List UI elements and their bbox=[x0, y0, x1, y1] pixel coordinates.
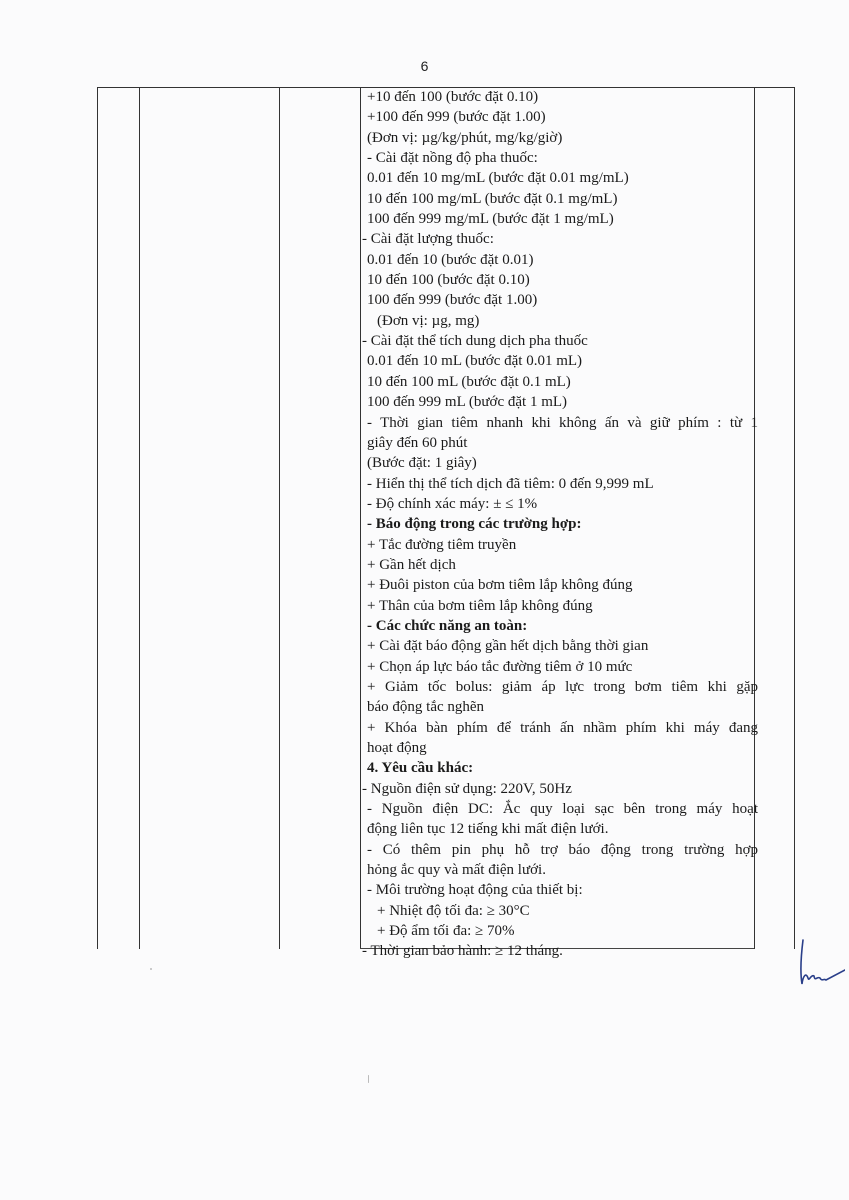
text-line: - Môi trường hoạt động của thiết bị: bbox=[367, 882, 583, 899]
text-line: + Giảm tốc bolus: giảm áp lực trong bơm tiêm khi gặp bbox=[367, 678, 758, 695]
text-line: - Độ chính xác máy: ± ≤ 1% bbox=[367, 495, 538, 512]
text-line: 10 đến 100 mg/mL (bước đặt 0.1 mg/mL) bbox=[367, 190, 618, 207]
text-line: 0.01 đến 10 mg/mL (bước đặt 0.01 mg/mL) bbox=[367, 170, 629, 187]
text-line: hỏng ắc quy và mất điện lưới. bbox=[367, 862, 546, 879]
text-line: - Thời gian tiêm nhanh khi không ấn và giữ phím : từ 1 bbox=[367, 414, 758, 431]
text-line: báo động tắc nghẽn bbox=[367, 699, 485, 716]
text-line: - Báo động trong các trường hợp: bbox=[367, 516, 582, 533]
signature-mark bbox=[793, 938, 845, 994]
text-line: - Cài đặt thể tích dung dịch pha thuốc bbox=[362, 333, 588, 350]
text-line: + Cài đặt báo động gần hết dịch bằng thời gian bbox=[367, 638, 649, 655]
text-line: - Nguồn điện sử dụng: 220V, 50Hz bbox=[362, 780, 572, 797]
text-line: - Các chức năng an toàn: bbox=[367, 617, 528, 634]
text-line: - Cài đặt nồng độ pha thuốc: bbox=[367, 150, 538, 167]
text-line: + Gần hết dịch bbox=[367, 556, 456, 573]
column-divider bbox=[139, 88, 140, 949]
text-line: (Đơn vị: µg/kg/phút, mg/kg/giờ) bbox=[367, 129, 563, 146]
text-line: - Thời gian bảo hành: ≥ 12 tháng. bbox=[362, 943, 563, 960]
text-line: + Đuôi piston của bơm tiêm lắp không đúng bbox=[367, 577, 633, 594]
text-line: 100 đến 999 (bước đặt 1.00) bbox=[367, 292, 538, 309]
text-line: + Nhiệt độ tối đa: ≥ 30°C bbox=[377, 902, 530, 919]
text-line: +100 đến 999 (bước đặt 1.00) bbox=[367, 109, 546, 126]
text-line: - Cài đặt lượng thuốc: bbox=[362, 231, 494, 248]
text-line: hoạt động bbox=[367, 740, 427, 756]
text-line: +10 đến 100 (bước đặt 0.10) bbox=[367, 89, 539, 105]
text-line: - Có thêm pin phụ hỗ trợ báo động trong trường hợp bbox=[367, 841, 758, 858]
text-line: (Đơn vị: µg, mg) bbox=[377, 312, 480, 329]
scan-speck bbox=[368, 1075, 369, 1083]
text-line: (Bước đặt: 1 giây) bbox=[367, 455, 477, 472]
text-line: 4. Yêu cầu khác: bbox=[367, 760, 474, 777]
text-line: 10 đến 100 (bước đặt 0.10) bbox=[367, 272, 530, 289]
text-line: động liên tục 12 tiếng khi mất điện lưới. bbox=[367, 821, 609, 838]
text-line: 10 đến 100 mL (bước đặt 0.1 mL) bbox=[367, 373, 571, 390]
text-line: - Nguồn điện DC: Ắc quy loại sạc bên trong máy hoạt bbox=[367, 801, 758, 818]
text-line: + Tắc đường tiêm truyền bbox=[367, 536, 517, 553]
text-line: giây đến 60 phút bbox=[367, 434, 468, 451]
text-line: + Thân của bơm tiêm lắp không đúng bbox=[367, 597, 593, 614]
text-line: 0.01 đến 10 mL (bước đặt 0.01 mL) bbox=[367, 353, 583, 370]
text-line: 100 đến 999 mg/mL (bước đặt 1 mg/mL) bbox=[367, 211, 614, 228]
column-divider bbox=[279, 88, 280, 949]
text-line: + Khóa bàn phím để tránh ấn nhầm phím khi máy đang bbox=[367, 719, 758, 736]
specification-cell-text bbox=[362, 87, 758, 962]
text-line: - Hiển thị thể tích dịch đã tiêm: 0 đến 9,999 mL bbox=[367, 475, 654, 492]
page-number: 6 bbox=[420, 58, 429, 74]
text-line: 100 đến 999 mL (bước đặt 1 mL) bbox=[367, 394, 568, 411]
text-line: + Độ ẩm tối đa: ≥ 70% bbox=[377, 923, 515, 940]
scan-speck bbox=[150, 968, 152, 970]
text-line: + Chọn áp lực báo tắc đường tiêm ở 10 mức bbox=[367, 658, 633, 675]
text-line: 0.01 đến 10 (bước đặt 0.01) bbox=[367, 251, 534, 268]
column-divider bbox=[360, 88, 361, 949]
